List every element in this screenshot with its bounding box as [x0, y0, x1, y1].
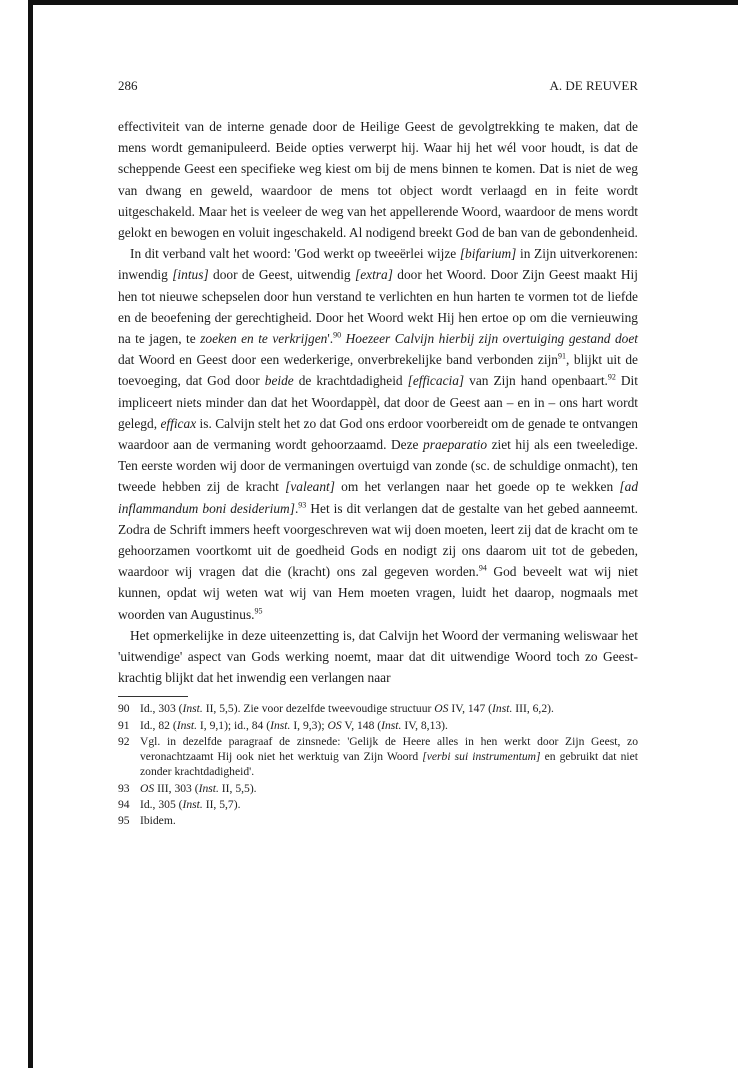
running-head: A. DE REUVER [549, 78, 638, 93]
footnote-number: 92 [118, 734, 130, 748]
italic-run: Inst. [270, 718, 291, 732]
italic-run: OS [140, 781, 155, 795]
italic-run: [extra] [354, 267, 393, 283]
italic-run: Inst. [198, 781, 219, 795]
italic-run: praeparatio [423, 437, 488, 453]
text-run: I, 9,1); id., 84 ( [197, 718, 271, 732]
footnote-ref: 92 [607, 372, 616, 382]
italic-run: Hoezeer Calvijn hierbij zijn overtuiging gestand doet [345, 331, 639, 347]
italic-run: efficax [160, 415, 197, 431]
italic-run: [intus] [172, 267, 209, 283]
text-run: II, 5,5). Zie voor dezelfde tweevoudige structuur [202, 702, 435, 716]
text-run: III, 303 ( [154, 781, 199, 795]
italic-run: OS [327, 718, 342, 732]
footnote-ref: 95 [254, 606, 263, 616]
footnote-text [140, 718, 638, 733]
book-page [118, 78, 638, 829]
text-run: om het verlangen naar het goede op te wekken [334, 479, 620, 495]
italic-run: [efficacia] [407, 373, 465, 389]
text-run: en gebruikt dat niet zonder krachtdadigheid'. [140, 750, 638, 779]
text-run: Ibidem. [140, 813, 176, 827]
text-run: dat Woord en Geest door een wederkerige, onverbrekelijke band verbonden zijn [118, 352, 558, 368]
footnote-text [140, 701, 638, 716]
italic-run: Inst. [492, 702, 513, 716]
footnote-number: 90 [118, 702, 130, 716]
text-run: II, 5,7). [202, 797, 241, 811]
scan-border-top [28, 0, 738, 5]
scan-border-left [28, 0, 33, 1068]
text-run: Id., 305 ( [140, 797, 183, 811]
footnote-number: 94 [118, 797, 130, 811]
text-run: IV, 8,13). [401, 718, 448, 732]
italic-run: OS [434, 702, 449, 716]
text-run: is. Calvijn stelt het zo dat God ons erdoor voorbereidt om de genade te ontvangen waardoor aan de vermaning wordt gehoorzaamd. Deze [118, 415, 638, 453]
paragraph [118, 243, 638, 625]
footnote-rule [118, 696, 188, 697]
footnote [118, 813, 638, 828]
paragraph [118, 625, 638, 689]
footnote-text [140, 797, 638, 812]
text-run: Dit impliceert niets minder dan dat het Woordappèl, dat door de Geest aan – en in – ons hart wordt gelegd, [118, 373, 638, 431]
footnote-ref: 91 [558, 351, 566, 361]
footnote-ref: 93 [298, 500, 307, 510]
text-run: IV, 147 ( [448, 702, 493, 716]
text-run: In dit verband valt het woord: 'God werkt op tweeërlei wijze [130, 246, 460, 262]
italic-run: beide [264, 373, 294, 389]
footnote-text [140, 813, 638, 828]
footnote [118, 797, 638, 812]
text-run: , blijkt uit de toevoeging, dat God door [118, 352, 638, 389]
page-header [118, 78, 638, 98]
italic-run: [bifarium] [459, 246, 517, 262]
footnote-number: 95 [118, 813, 130, 827]
footnote [118, 734, 638, 780]
paragraph [118, 116, 638, 243]
italic-run: Inst. [176, 718, 198, 732]
italic-run: [verbi sui instrumentum] [422, 750, 541, 764]
footnote-ref: 94 [478, 563, 487, 573]
italic-run: Inst. [182, 702, 203, 716]
text-run: van Zijn hand openbaart. [464, 373, 608, 389]
text-run: I, 9,3); [290, 718, 328, 732]
footnote-text [140, 781, 638, 796]
text-run: Id., 303 ( [140, 702, 183, 716]
text-run: door het Woord. Door Zijn Geest maakt Hij hen tot nieuwe schepselen door hun verstand te verlichten en hun harten te vormen tot de liefde en de beoefening der gerechtigheid. Door het Woord wekt Hij hen ertoe op om die vernieuwing na te jagen, te [118, 267, 638, 347]
body-text [118, 116, 638, 688]
text-run: . [294, 500, 299, 516]
footnote [118, 701, 638, 716]
text-run: '. [327, 331, 334, 347]
text-run: in Zijn uitverkorenen: inwendig [118, 246, 639, 283]
italic-run: [ad inflammandum boni desiderium] [118, 479, 639, 516]
text-run: God beveelt wat wij niet kunnen, opdat wij weten wat wij van Hem moeten vragen, luidt het daarop, nogmaals met woorden van Augustinus. [118, 564, 638, 622]
text-run: II, 5,5). [218, 781, 257, 795]
footnote-ref: 90 [333, 330, 342, 340]
italic-run: [valeant] [285, 479, 335, 495]
footnotes [118, 701, 638, 828]
text-run: Vgl. in dezelfde paragraaf de zinsnede: 'Gelijk de Heere alles in hen werkt door Zijn Geest, zo veronachtzaamt Hij ook niet het werktuig van Zijn Woord [140, 734, 638, 764]
text-run: Het is dit verlangen dat de gestalte van het gebed aanneemt. Zodra de Schrift immers heeft voorgeschreven wat wij doen moeten, leert zij dat de kracht om te gehoorzamen voortkomt uit de goedheid Gods en nodigt zij ons daarom uit tot de gebeden, waardoor wij vragen dat die (kracht) ons zal gegeven worden. [118, 500, 639, 580]
footnote-number: 93 [118, 781, 130, 795]
text-run: Het opmerkelijke in deze uiteenzetting is, dat Calvijn het Woord der vermaning weliswaar het 'uitwendige' aspect van Gods werking noemt, maar dat dit uitwendige Woord toch zo Geest-krachtig blijkt dat het inwendig een verlangen naar [118, 627, 638, 686]
italic-run: Inst. [182, 797, 203, 811]
text-run: Id., 82 ( [140, 718, 177, 732]
text-run: effectiviteit van de interne genade door de Heilige Geest de gevolgtrekking te maken, dat de mens wordt gemanipuleerd. Beide opties verwerpt hij. Waar hij het wél voor houdt, is dat de scheppende Geest een specifieke weg kiest om bij de mens binnen te komen. Dat is niet de weg van dwang en geweld, waardoor de mens tot object wordt verlaagd en in feite wordt uitgeschakeld. Maar het is veeleer de weg van het appellerende Woord, waardoor de mens wordt gelokt en bewogen en voluit ingeschakeld. Al nodigend breekt God de ban van de gebondenheid. [118, 119, 638, 241]
text-run: door de Geest, uitwendig [208, 267, 355, 283]
text-run: ziet hij als een tweeledige. Ten eerste worden wij door de vermaningen overtuigd van zonde (sc. de schuldige onmacht), ten tweede hebben zij de kracht [118, 437, 638, 495]
footnote-text [140, 734, 638, 780]
footnote-number: 91 [118, 718, 130, 732]
text-run: III, 6,2). [512, 702, 554, 716]
text-run: de krachtdadigheid [293, 373, 408, 389]
footnote [118, 781, 638, 796]
italic-run: Inst. [381, 718, 402, 732]
page-number: 286 [118, 78, 138, 93]
italic-run: zoeken en te verkrijgen [200, 331, 328, 347]
text-run: V, 148 ( [341, 718, 382, 732]
footnote [118, 718, 638, 733]
